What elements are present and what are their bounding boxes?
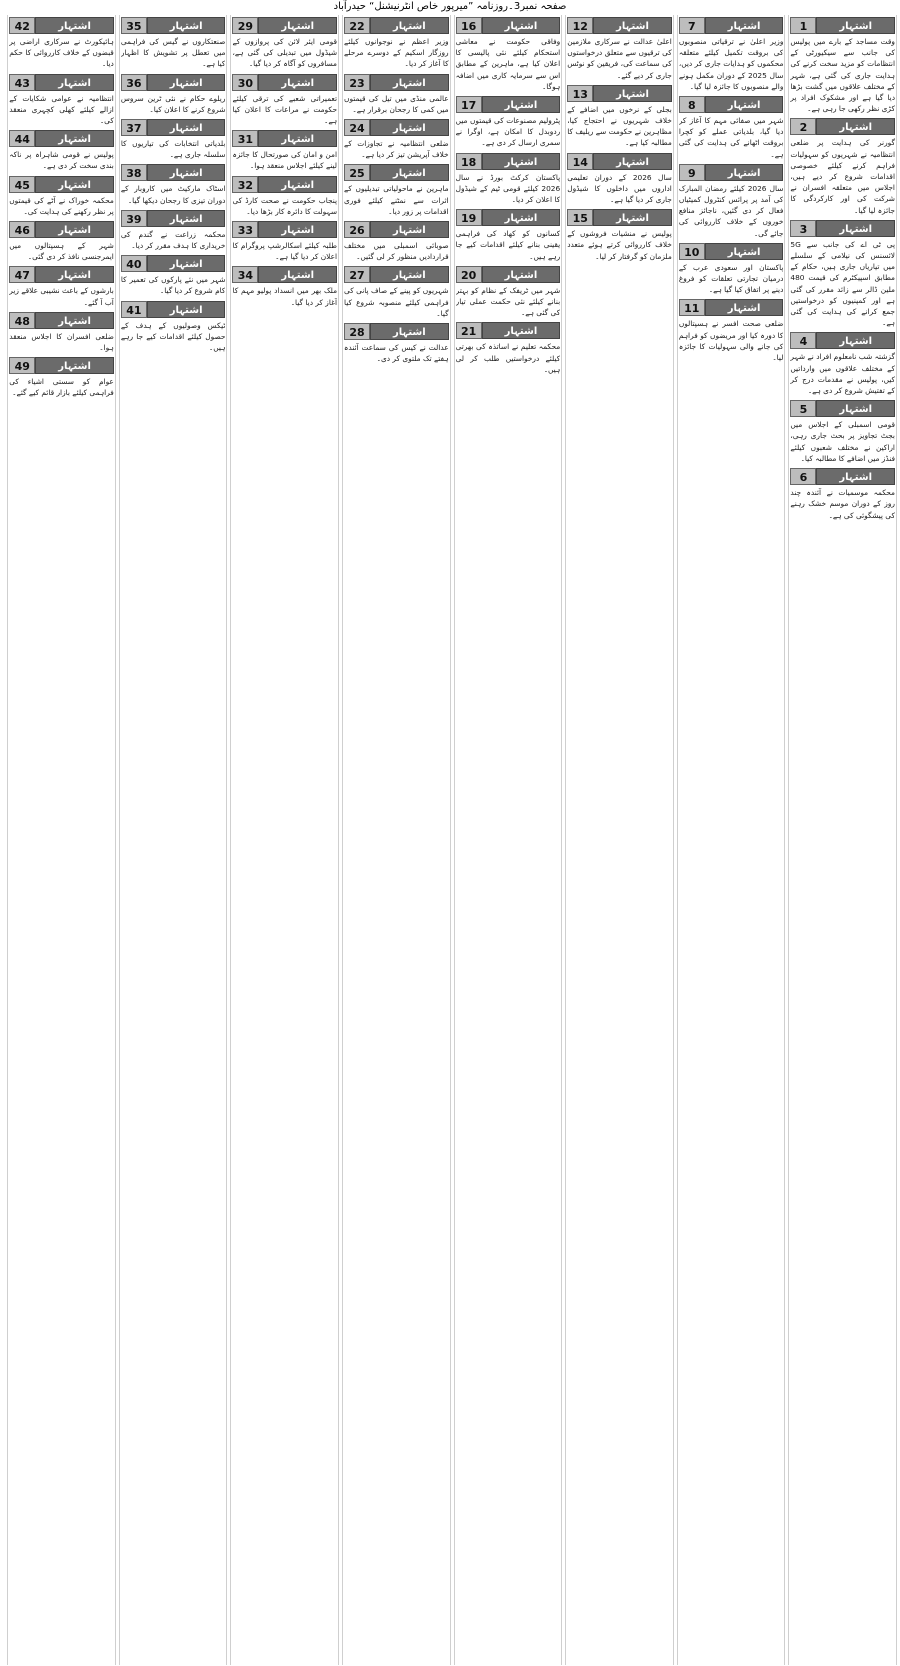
item-label-box: [567, 209, 672, 226]
item-number: 27: [344, 266, 370, 283]
item-body-text: قومی ایئر لائن کی پروازوں کے شیڈول میں تبدیلی کی گئی ہے، مسافروں کو آگاہ کر دیا گیا۔: [232, 37, 338, 69]
news-column: [7, 15, 116, 1665]
item-label: اشتہار: [258, 266, 337, 283]
item-number: 9: [679, 164, 705, 181]
item-label: اشتہار: [482, 17, 561, 34]
item-label: اشتہار: [370, 221, 449, 238]
news-item: [121, 210, 226, 251]
item-number: 21: [456, 322, 482, 339]
item-label: اشتہار: [370, 323, 449, 340]
item-number: 42: [9, 17, 35, 34]
news-item: [344, 119, 449, 160]
item-number: 6: [790, 468, 816, 485]
item-label: اشتہار: [593, 85, 672, 102]
item-body-text: انتظامیہ نے عوامی شکایات کے ازالے کیلئے کھلی کچہری منعقد کی۔: [9, 93, 114, 126]
item-label: اشتہار: [482, 266, 561, 283]
item-body-text: صوبائی اسمبلی میں مختلف قراردادیں منظور کر لی گئیں۔: [344, 241, 449, 262]
item-label-box: [9, 17, 114, 34]
news-item: [121, 255, 226, 296]
item-number: 12: [567, 17, 593, 34]
item-number: 7: [679, 17, 705, 34]
news-item: [790, 400, 895, 464]
item-label-box: [790, 400, 895, 417]
item-number: 10: [679, 243, 705, 260]
item-number: 3: [790, 220, 816, 237]
item-body-text: بارشوں کے باعث نشیبی علاقے زیر آب آ گئے۔: [9, 286, 114, 307]
news-item: [9, 130, 114, 171]
item-body-text: ریلوے حکام نے نئی ٹرین سروس شروع کرنے کا اعلان کیا۔: [120, 93, 226, 114]
item-label: اشتہار: [258, 17, 337, 34]
item-label: اشتہار: [705, 164, 784, 181]
item-body-text: عوام کو سستی اشیاء کی فراہمی کیلئے بازار قائم کیے گئے۔: [9, 377, 114, 398]
item-body-text: وزیر اعظم نے نوجوانوں کیلئے روزگار اسکیم کے دوسرے مرحلے کا آغاز کر دیا۔: [344, 37, 449, 69]
item-label: اشتہار: [816, 220, 895, 237]
item-number: 15: [567, 209, 593, 226]
item-body-text: تعمیراتی شعبے کی ترقی کیلئے حکومت نے مراعات کا اعلان کیا ہے۔: [232, 93, 338, 126]
item-body-text: سال 2026 کے دوران تعلیمی اداروں میں داخلوں کا شیڈول جاری کر دیا گیا ہے۔: [567, 172, 672, 205]
item-body-text: پاکستان اور سعودی عرب کے درمیان تجارتی تعلقات کو فروغ دینے پر اتفاق کیا گیا ہے۔: [678, 262, 784, 295]
item-label-box: [121, 255, 226, 272]
item-label: اشتہار: [705, 299, 784, 316]
item-label: اشتہار: [593, 209, 672, 226]
item-number: 39: [121, 210, 147, 227]
news-item: [344, 221, 449, 262]
item-body-text: شہر کے ہسپتالوں میں ایمرجنسی نافذ کر دی گئی۔: [9, 241, 114, 262]
item-body-text: ماہرین نے ماحولیاتی تبدیلیوں کے اثرات سے نمٹنے کیلئے فوری اقدامات پر زور دیا۔: [344, 184, 449, 216]
item-label-box: [567, 17, 672, 34]
news-item: [232, 266, 337, 307]
item-number: 32: [232, 176, 258, 193]
item-label-box: [679, 243, 784, 260]
news-item: [679, 243, 784, 296]
item-label-box: [456, 153, 561, 170]
news-item: [344, 323, 449, 364]
news-item: [121, 164, 226, 205]
item-body-text: شہر میں ٹریفک کے نظام کو بہتر بنانے کیلئے نئی حکمت عملی تیار کی گئی ہے۔: [455, 285, 561, 318]
item-label-box: [679, 164, 784, 181]
item-number: 40: [121, 255, 147, 272]
item-body-text: ہائیکورٹ نے سرکاری اراضی پر قبضوں کے خلاف کارروائی کا حکم دیا۔: [9, 37, 114, 69]
item-label-box: [456, 96, 561, 113]
item-body-text: امن و امان کی صورتحال کا جائزہ لینے کیلئے اجلاس منعقد ہوا۔: [232, 150, 338, 171]
item-label: اشتہار: [705, 17, 784, 34]
item-label: اشتہار: [593, 17, 672, 34]
item-label-box: [790, 332, 895, 349]
news-item: [790, 220, 895, 329]
item-label: اشتہار: [482, 96, 561, 113]
item-label-box: [121, 164, 226, 181]
news-item: [567, 153, 672, 206]
news-item: [232, 130, 337, 171]
item-label-box: [344, 266, 449, 283]
item-number: 17: [456, 96, 482, 113]
item-body-text: سال 2026 کیلئے رمضان المبارک کی آمد پر پرائس کنٹرول کمیٹیاں فعال کر دی گئیں، ناجائز منافع خوروں کے خلاف کارروائی کی جائے گی۔: [678, 183, 784, 238]
item-number: 14: [567, 153, 593, 170]
item-label: اشتہار: [258, 130, 337, 147]
item-number: 46: [9, 221, 35, 238]
news-item: [344, 74, 449, 115]
item-label-box: [9, 176, 114, 193]
news-column: [677, 15, 786, 1665]
news-item: [9, 266, 114, 307]
news-item: [232, 176, 337, 217]
item-label: اشتہار: [482, 153, 561, 170]
item-number: 16: [456, 17, 482, 34]
item-label-box: [344, 119, 449, 136]
item-body-text: پنجاب حکومت نے صحت کارڈ کی سہولت کا دائرہ کار بڑھا دیا۔: [232, 195, 338, 216]
item-label: اشتہار: [258, 176, 337, 193]
item-label-box: [121, 17, 226, 34]
item-label-box: [456, 17, 561, 34]
news-column: [230, 15, 339, 1665]
item-body-text: پولیس نے قومی شاہراہ پر ناکہ بندی سخت کر دی ہے۔: [9, 150, 114, 171]
item-body-text: عالمی منڈی میں تیل کی قیمتوں میں کمی کا رجحان برقرار ہے۔: [344, 93, 449, 114]
item-number: 34: [232, 266, 258, 283]
item-body-text: محکمہ خوراک نے آٹے کی قیمتوں پر نظر رکھنے کی ہدایت کی۔: [9, 195, 114, 216]
item-body-text: پاکستان کرکٹ بورڈ نے سال 2026 کیلئے قومی ٹیم کے شیڈول کا اعلان کر دیا۔: [455, 172, 561, 205]
item-number: 1: [790, 17, 816, 34]
item-label-box: [232, 221, 337, 238]
item-label-box: [790, 220, 895, 237]
item-label: اشتہار: [816, 468, 895, 485]
item-body-text: محکمہ تعلیم نے اساتذہ کی بھرتی کیلئے درخواستیں طلب کر لی ہیں۔: [455, 342, 561, 374]
item-label: اشتہار: [482, 322, 561, 339]
item-number: 22: [344, 17, 370, 34]
item-label: اشتہار: [482, 209, 561, 226]
item-label-box: [567, 85, 672, 102]
item-label-box: [790, 17, 895, 34]
news-item: [9, 357, 114, 398]
item-number: 30: [232, 74, 258, 91]
news-item: [790, 332, 895, 396]
item-label: اشتہار: [816, 400, 895, 417]
item-body-text: قومی اسمبلی کے اجلاس میں بجٹ تجاویز پر بحث جاری رہی، اراکین نے مختلف شعبوں کیلئے فنڈز میں اضافے کا مطالبہ کیا۔: [790, 420, 895, 463]
news-item: [567, 17, 672, 81]
item-number: 47: [9, 266, 35, 283]
item-label-box: [344, 221, 449, 238]
item-label: اشتہار: [370, 17, 449, 34]
item-number: 20: [456, 266, 482, 283]
item-number: 48: [9, 312, 35, 329]
item-label: اشتہار: [147, 210, 226, 227]
news-item: [121, 17, 226, 70]
item-number: 33: [232, 221, 258, 238]
item-label: اشتہار: [35, 176, 114, 193]
item-body-text: محکمہ موسمیات نے آئندہ چند روز کے دوران موسم خشک رہنے کی پیشگوئی کی ہے۔: [790, 488, 895, 520]
news-item: [679, 17, 784, 92]
item-number: 35: [121, 17, 147, 34]
item-number: 11: [679, 299, 705, 316]
item-label-box: [790, 118, 895, 135]
news-item: [456, 322, 561, 375]
item-body-text: صنعتکاروں نے گیس کی فراہمی میں تعطل پر تشویش کا اظہار کیا ہے۔: [120, 37, 226, 69]
item-label-box: [9, 357, 114, 374]
item-number: 44: [9, 130, 35, 147]
item-number: 29: [232, 17, 258, 34]
item-label-box: [456, 266, 561, 283]
news-item: [456, 153, 561, 206]
item-body-text: شہر میں نئے پارکوں کی تعمیر کا کام شروع کر دیا گیا۔: [120, 275, 226, 296]
item-number: 38: [121, 164, 147, 181]
item-label: اشتہار: [705, 243, 784, 260]
news-column: [788, 15, 897, 1665]
item-body-text: شہریوں کو پینے کے صاف پانی کی فراہمی کیلئے منصوبہ شروع کیا گیا۔: [344, 286, 449, 318]
item-number: 28: [344, 323, 370, 340]
item-number: 36: [121, 74, 147, 91]
item-label: اشتہار: [35, 17, 114, 34]
news-item: [456, 209, 561, 262]
item-label-box: [9, 266, 114, 283]
item-label-box: [9, 74, 114, 91]
item-label: اشتہار: [370, 74, 449, 91]
item-label: اشتہار: [370, 119, 449, 136]
news-item: [567, 209, 672, 262]
item-label-box: [9, 312, 114, 329]
item-body-text: بجلی کے نرخوں میں اضافے کے خلاف شہریوں نے احتجاج کیا، مظاہرین نے حکومت سے ریلیف کا مطالبہ کیا ہے۔: [567, 104, 672, 148]
item-label-box: [232, 130, 337, 147]
item-label: اشتہار: [370, 164, 449, 181]
item-label-box: [121, 74, 226, 91]
news-item: [9, 17, 114, 70]
item-label: اشتہار: [147, 119, 226, 136]
item-label-box: [456, 209, 561, 226]
news-item: [121, 301, 226, 354]
item-label-box: [121, 210, 226, 227]
item-number: 49: [9, 357, 35, 374]
item-number: 26: [344, 221, 370, 238]
item-body-text: ضلعی انتظامیہ نے تجاوزات کے خلاف آپریشن تیز کر دیا ہے۔: [344, 139, 449, 160]
news-item: [9, 176, 114, 217]
item-number: 18: [456, 153, 482, 170]
news-item: [9, 74, 114, 127]
item-body-text: ضلعی صحت افسر نے ہسپتالوں کا دورہ کیا اور مریضوں کو فراہم کی جانے والی سہولیات کا جائزہ لیا۔: [678, 319, 784, 363]
news-column: [342, 15, 451, 1665]
news-item: [232, 221, 337, 262]
item-label-box: [679, 17, 784, 34]
news-item: [344, 17, 449, 70]
item-body-text: بلدیاتی انتخابات کی تیاریوں کا سلسلہ جاری ہے۔: [120, 139, 226, 160]
item-label-box: [344, 74, 449, 91]
item-body-text: اعلیٰ عدالت نے سرکاری ملازمین کی ترقیوں سے متعلق درخواستوں کی سماعت کی، فریقین کو نوٹس جاری کر دیے گئے۔: [567, 37, 672, 80]
item-label: اشتہار: [35, 221, 114, 238]
item-label: اشتہار: [816, 17, 895, 34]
item-body-text: کسانوں کو کھاد کی فراہمی یقینی بنانے کیلئے اقدامات کیے جا رہے ہیں۔: [455, 229, 561, 261]
item-number: 43: [9, 74, 35, 91]
item-number: 2: [790, 118, 816, 135]
news-item: [790, 17, 895, 114]
item-body-text: ملک بھر میں انسداد پولیو مہم کا آغاز کر دیا گیا۔: [232, 286, 338, 307]
item-number: 41: [121, 301, 147, 318]
item-label-box: [679, 96, 784, 113]
item-label: اشتہار: [147, 301, 226, 318]
columns-grid: [3, 15, 897, 1665]
item-label: اشتہار: [705, 96, 784, 113]
item-label-box: [232, 176, 337, 193]
item-body-text: اسٹاک مارکیٹ میں کاروبار کے دوران تیزی کا رجحان دیکھا گیا۔: [120, 184, 226, 205]
item-label: اشتہار: [147, 74, 226, 91]
item-label-box: [121, 119, 226, 136]
item-label: اشتہار: [370, 266, 449, 283]
item-number: 8: [679, 96, 705, 113]
news-item: [344, 164, 449, 217]
item-label-box: [9, 221, 114, 238]
item-body-text: گورنر کی ہدایت پر ضلعی انتظامیہ نے شہریوں کو سہولیات فراہم کرنے کیلئے خصوصی اقدامات شروع کر دیے ہیں، اجلاس میں متعلقہ افسران نے شرکت کی اور کارکردگی کا جائزہ لیا گیا۔: [790, 138, 895, 215]
item-label: اشتہار: [35, 74, 114, 91]
news-item: [232, 74, 337, 127]
item-body-text: طلبہ کیلئے اسکالرشپ پروگرام کا اعلان کر دیا گیا ہے۔: [232, 241, 338, 262]
item-label-box: [344, 323, 449, 340]
item-label: اشتہار: [35, 357, 114, 374]
item-number: 37: [121, 119, 147, 136]
news-item: [456, 96, 561, 149]
item-label-box: [567, 153, 672, 170]
news-item: [9, 221, 114, 262]
news-item: [679, 164, 784, 239]
news-item: [790, 118, 895, 215]
item-number: 5: [790, 400, 816, 417]
item-body-text: وزیر اعلیٰ نے ترقیاتی منصوبوں کی بروقت تکمیل کیلئے متعلقہ محکموں کو ہدایات جاری کر دیں، سال 2025 کے دوران مکمل ہونے والے منصوبوں کا جائزہ لیا گیا۔: [678, 37, 784, 91]
news-column: [454, 15, 563, 1665]
news-item: [456, 17, 561, 92]
news-item: [790, 468, 895, 521]
item-number: 13: [567, 85, 593, 102]
item-number: 19: [456, 209, 482, 226]
item-number: 25: [344, 164, 370, 181]
item-label: اشتہار: [816, 118, 895, 135]
item-number: 45: [9, 176, 35, 193]
item-body-text: پولیس نے منشیات فروشوں کے خلاف کارروائی کرتے ہوئے متعدد ملزمان کو گرفتار کر لیا۔: [567, 229, 672, 261]
page-header: صفحہ نمبر3۔روزنامہ ”میرپور خاص انٹرنیشنل“ حیدرآباد: [333, 1, 567, 12]
item-label-box: [344, 164, 449, 181]
item-label: اشتہار: [35, 266, 114, 283]
item-label-box: [790, 468, 895, 485]
item-body-text: عدالت نے کیس کی سماعت آئندہ ہفتے تک ملتوی کر دی۔: [344, 343, 449, 364]
item-body-text: پی ٹی اے کی جانب سے 5G لائسنس کی نیلامی کے سلسلے میں تیاریاں جاری ہیں، حکام کے مطابق اسپیکٹرم کی قیمت 480 ملین ڈالر سے زائد مقرر کی گئی ہے اور کمپنیوں کو درخواستیں جمع کرانے کی ہدایت کی گئی ہے۔: [790, 239, 895, 328]
item-label-box: [456, 322, 561, 339]
news-column: [119, 15, 228, 1665]
item-label: اشتہار: [35, 312, 114, 329]
item-body-text: وقت مساجد کے بارے میں پولیس کی جانب سے سیکیورٹی کے انتظامات کو مزید سخت کرنے کی ہدایت جاری کی گئی ہے، شہر کے مختلف علاقوں میں گشت بڑھا دیا گیا ہے اور مشکوک افراد پر کڑی نظر رکھی جا رہی ہے۔: [790, 37, 895, 114]
item-number: 4: [790, 332, 816, 349]
item-label-box: [232, 74, 337, 91]
item-label: اشتہار: [147, 17, 226, 34]
item-number: 24: [344, 119, 370, 136]
item-label-box: [232, 266, 337, 283]
item-body-text: شہر میں صفائی مہم کا آغاز کر دیا گیا، بلدیاتی عملے کو کچرا بروقت اٹھانے کی ہدایت کی گئی ہے۔: [678, 116, 784, 159]
item-body-text: گزشتہ شب نامعلوم افراد نے شہر کے مختلف علاقوں میں وارداتیں کیں، پولیس نے مقدمات درج کر کے تفتیش شروع کر دی ہے۔: [790, 352, 895, 396]
item-body-text: وفاقی حکومت نے معاشی استحکام کیلئے نئی پالیسی کا اعلان کیا ہے، ماہرین کے مطابق اس سے سرمایہ کاری میں اضافہ ہوگا۔: [455, 37, 561, 91]
item-body-text: ضلعی افسران کا اجلاس منعقد ہوا۔: [9, 331, 114, 353]
item-number: 23: [344, 74, 370, 91]
item-label: اشتہار: [147, 255, 226, 272]
item-label: اشتہار: [258, 221, 337, 238]
item-body-text: محکمہ زراعت نے گندم کی خریداری کا ہدف مقرر کر دیا۔: [120, 229, 226, 251]
item-body-text: پٹرولیم مصنوعات کی قیمتوں میں ردوبدل کا امکان ہے، اوگرا نے سمری ارسال کر دی ہے۔: [455, 116, 561, 148]
news-item: [679, 96, 784, 160]
item-label-box: [9, 130, 114, 147]
item-body-text: ٹیکس وصولیوں کے ہدف کے حصول کیلئے اقدامات کیے جا رہے ہیں۔: [120, 320, 226, 353]
item-number: 31: [232, 130, 258, 147]
news-item: [121, 119, 226, 160]
item-label: اشتہار: [816, 332, 895, 349]
news-item: [456, 266, 561, 319]
news-item: [567, 85, 672, 149]
item-label-box: [679, 299, 784, 316]
item-label: اشتہار: [593, 153, 672, 170]
item-label: اشتہار: [35, 130, 114, 147]
news-item: [121, 74, 226, 115]
item-label: اشتہار: [258, 74, 337, 91]
item-label-box: [121, 301, 226, 318]
news-column: [565, 15, 674, 1665]
news-item: [344, 266, 449, 319]
item-label: اشتہار: [147, 164, 226, 181]
news-item: [232, 17, 337, 70]
item-label-box: [232, 17, 337, 34]
news-item: [9, 312, 114, 353]
item-label-box: [344, 17, 449, 34]
news-item: [679, 299, 784, 363]
